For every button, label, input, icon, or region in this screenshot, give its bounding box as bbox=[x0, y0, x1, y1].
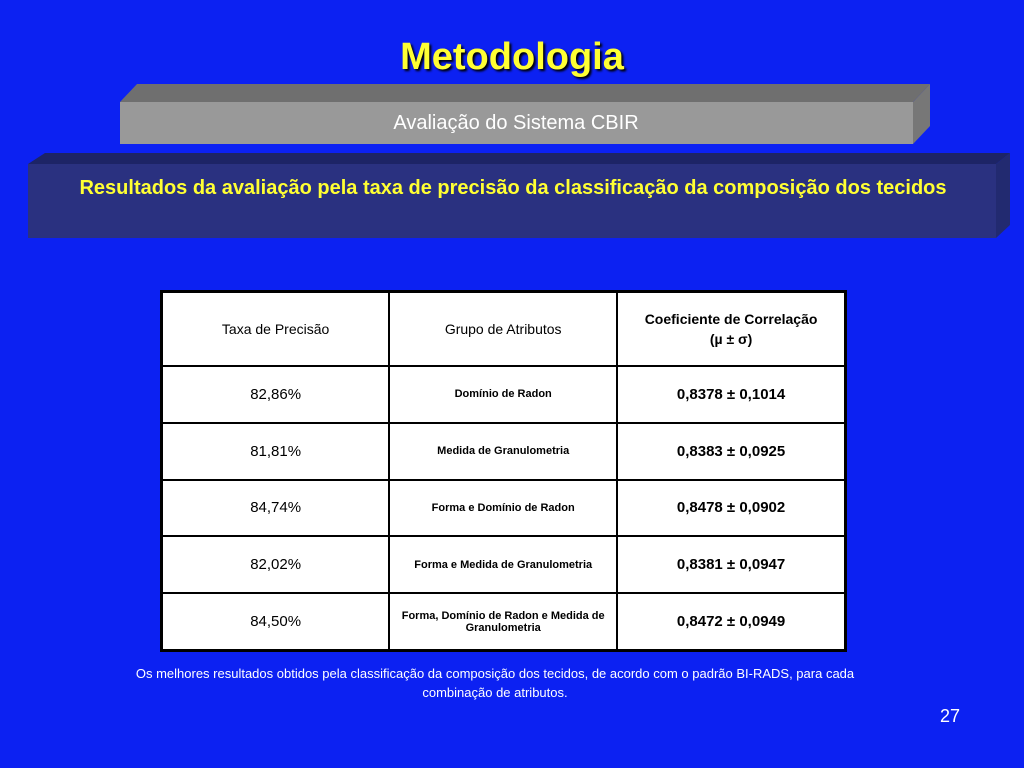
cell-group: Forma e Medida de Granulometria bbox=[389, 536, 617, 593]
cell-rate: 82,86% bbox=[162, 366, 390, 423]
cell-coef: 0,8381 ± 0,0947 bbox=[617, 536, 845, 593]
results-heading: Resultados da avaliação pela taxa de precisão da classificação da composição dos tecidos bbox=[79, 177, 947, 199]
slide-subtitle: Avaliação do Sistema CBIR bbox=[393, 112, 639, 134]
cell-coef: 0,8478 ± 0,0902 bbox=[617, 480, 845, 537]
header-coef-symbols: (µ ± σ) bbox=[709, 331, 753, 347]
table-row bbox=[162, 480, 846, 537]
table-row bbox=[162, 593, 846, 650]
footnote: Os melhores resultados obtidos pela classificação da composição dos tecidos, de acordo com o padrão BI-RADS, para cada combinação de atributos. bbox=[135, 666, 855, 700]
cell-coef: 0,8383 ± 0,0925 bbox=[617, 423, 845, 480]
cell-rate: 81,81% bbox=[162, 423, 390, 480]
table-row bbox=[162, 366, 846, 423]
header-rate: Taxa de Precisão bbox=[162, 292, 390, 367]
cell-group: Medida de Granulometria bbox=[389, 423, 617, 480]
cell-rate: 84,74% bbox=[162, 480, 390, 537]
header-coef-label: Coeficiente de Correlação bbox=[644, 311, 818, 327]
header-group: Grupo de Atributos bbox=[389, 292, 617, 367]
cell-group: Forma, Domínio de Radon e Medida de Granulometria bbox=[389, 593, 617, 650]
subtitle-bar-top bbox=[120, 84, 930, 102]
cell-coef: 0,8378 ± 0,1014 bbox=[617, 366, 845, 423]
cell-group: Forma e Domínio de Radon bbox=[389, 480, 617, 537]
results-table bbox=[160, 290, 847, 652]
header-coef bbox=[617, 292, 845, 367]
cell-rate: 84,50% bbox=[162, 593, 390, 650]
cell-coef: 0,8472 ± 0,0949 bbox=[617, 593, 845, 650]
table-row bbox=[162, 536, 846, 593]
heading-bar-top bbox=[28, 153, 1010, 164]
cell-group: Domínio de Radon bbox=[389, 366, 617, 423]
table-header-row bbox=[162, 292, 846, 367]
slide-title: Metodologia bbox=[400, 36, 624, 78]
heading-bar-side bbox=[996, 153, 1010, 238]
table-row bbox=[162, 423, 846, 480]
page-number: 27 bbox=[939, 706, 961, 726]
cell-rate: 82,02% bbox=[162, 536, 390, 593]
